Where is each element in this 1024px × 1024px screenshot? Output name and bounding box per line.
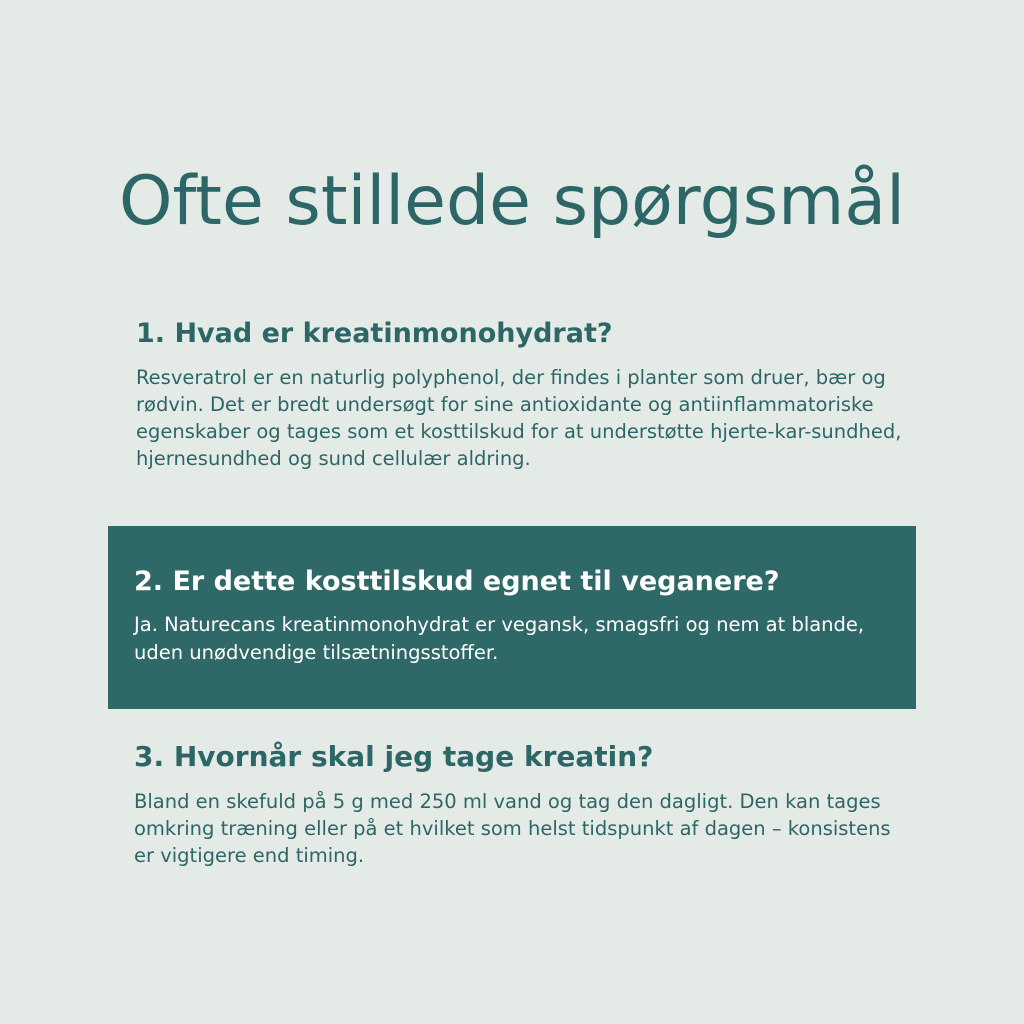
faq-question-3: 3. Hvornår skal jeg tage kreatin? [134, 740, 654, 773]
faq-answer-3: Bland en skefuld på 5 g med 250 ml vand og tag den dagligt. Den kan tages omkring træning eller på et hvilket som helst tidspunkt af dagen – konsistens er vigtigere end timing. [134, 790, 891, 867]
faq-question-2: 2. Er dette kosttilskud egnet til veganere? [134, 566, 780, 597]
page-title: Ofte stillede spørgsmål [119, 162, 905, 241]
faq-answer-2: Ja. Naturecans kreatinmonohydrat er vegansk, smagsfri og nem at blande, uden unødvendige tilsætningsstoffer. [134, 613, 865, 664]
faq-item-1 [136, 316, 916, 472]
faq-item-2 [134, 563, 894, 667]
faq-question-1: 1. Hvad er kreatinmonohydrat? [136, 318, 613, 349]
faq-answer-1: Resveratrol er en naturlig polyphenol, der findes i planter som druer, bær og rødvin. Det er bredt undersøgt for sine antioxidante og antiinflammatoriske egenskaber og tages som et kosttilskud for at understøtte hjerte-kar-sundhed, hjernesundhed og sund cellulær aldring. [136, 366, 902, 470]
faq-item-3 [134, 738, 914, 869]
